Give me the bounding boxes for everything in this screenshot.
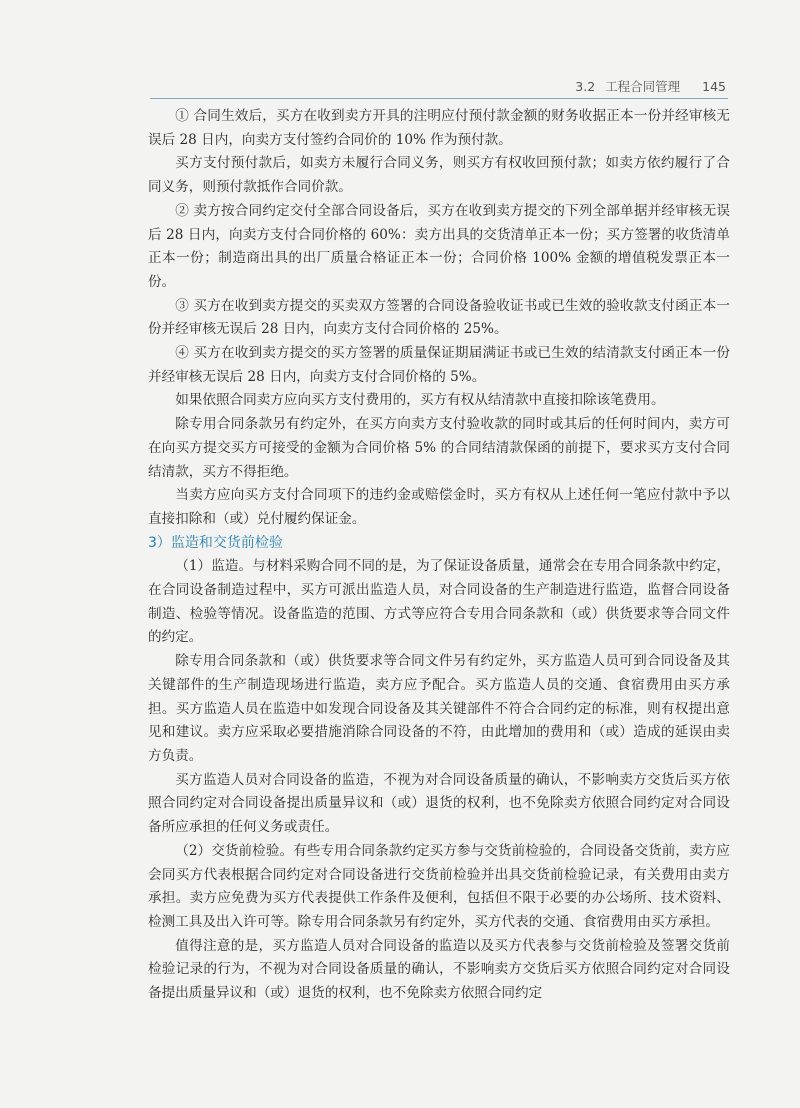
paragraph: 当卖方应向买方支付合同项下的违约金或赔偿金时，买方有权从上述任何一笔应付款中予以直接扣除和（或）兑付履约保证金。 <box>148 487 730 527</box>
paragraph: 如果依照合同卖方应向买方支付费用的，买方有权从结清款中直接扣除该笔费用。 <box>175 392 665 409</box>
paragraph: ① 合同生效后，买方在收到卖方开具的注明应付预付款金额的财务收据正本一份并经审核无误后 28 日内，向卖方支付签约合同价的 10% 作为预付款。 <box>148 108 730 148</box>
paragraph: ③ 买方在收到卖方提交的买卖双方签署的合同设备验收证书或已生效的验收款支付函正本一份并经审核无误后 28 日内，向卖方支付合同价格的 25%。 <box>148 297 730 338</box>
paragraph: 除专用合同条款另有约定外，在买方向卖方支付验收款的同时或其后的任何时间内，卖方可在向买方提交买方可接受的金额为合同价格 5% 的合同结清款保函的前提下，要求买方支付合同结清款，买方不得拒绝。 <box>148 416 730 480</box>
section-number: 3.2 <box>575 79 596 94</box>
paragraph: ② 卖方按合同约定交付全部合同设备后，买方在收到卖方提交的下列全部单据并经审核无误后 28 日内，向卖方支付合同价格的 60%：卖方出具的交货清单正本一份；买方签署的收货清单正本一份；制造商出具的出厂质量合格证正本一份；合同价格 100% 金额的增值税发票正本一份。 <box>148 202 730 290</box>
subsection-heading: 3）监造和交货前检验 <box>148 534 283 551</box>
paragraph: 除专用合同条款和（或）供货要求等合同文件另有约定外，买方监造人员可到合同设备及其关键部件的生产制造现场进行监造，卖方应予配合。买方监造人员的交通、食宿费用由买方承担。买方监造人员在监造中如发现合同设备及其关键部件不符合合同约定的标准，则有权提出意见和建议。卖方应采取必要措施消除合同设备的不符，由此增加的费用和（或）造成的延误由卖方负责。 <box>148 653 730 764</box>
header-rule <box>150 98 728 99</box>
paragraph: 买方监造人员对合同设备的监造，不视为对合同设备质量的确认，不影响卖方交货后买方依照合同约定对合同设备提出质量异议和（或）退货的权利，也不免除卖方依照合同约定对合同设备所应承担的任何义务或责任。 <box>148 771 730 836</box>
section-title: 工程合同管理 <box>605 79 681 94</box>
paragraph: （2）交货前检验。有些专用合同条款约定买方参与交货前检验的，合同设备交货前，卖方应会同买方代表根据合同约定对合同设备进行交货前检验并出具交货前检验记录，有关费用由卖方承担。卖方应免费为买方代表提供工作条件及便利，包括但不限于必要的办公场所、技术资料、检测工具及出入许可等。除专用合同条款另有约定外，买方代表的交通、食宿费用由买方承担。 <box>148 842 730 930</box>
body-text <box>148 105 730 1006</box>
running-header <box>575 77 726 95</box>
page-header <box>0 0 800 100</box>
paragraph: ④ 买方在收到卖方提交的买方签署的质量保证期届满证书或已生效的结清款支付函正本一份并经审核无误后 28 日内，向卖方支付合同价格的 5%。 <box>148 345 730 385</box>
paragraph: 买方支付预付款后，如卖方未履行合同义务，则买方有权收回预付款；如卖方依约履行了合同义务，则预付款抵作合同价款。 <box>148 155 730 196</box>
paragraph: （1）监造。与材料采购合同不同的是，为了保证设备质量，通常会在专用合同条款中约定，在合同设备制造过程中，买方可派出监造人员，对合同设备的生产制造进行监造，监督合同设备制造、检验等情况。设备监造的范围、方式等应符合专用合同条款和（或）供货要求等合同文件的约定。 <box>148 558 730 646</box>
paragraph: 值得注意的是，买方监造人员对合同设备的监造以及买方代表参与交货前检验及签署交货前检验记录的行为，不视为对合同设备质量的确认，不影响卖方交货后买方依照合同约定对合同设备提出质量异议和（或）退货的权利，也不免除卖方依照合同约定 <box>148 937 730 1002</box>
page-number: 145 <box>702 79 726 94</box>
